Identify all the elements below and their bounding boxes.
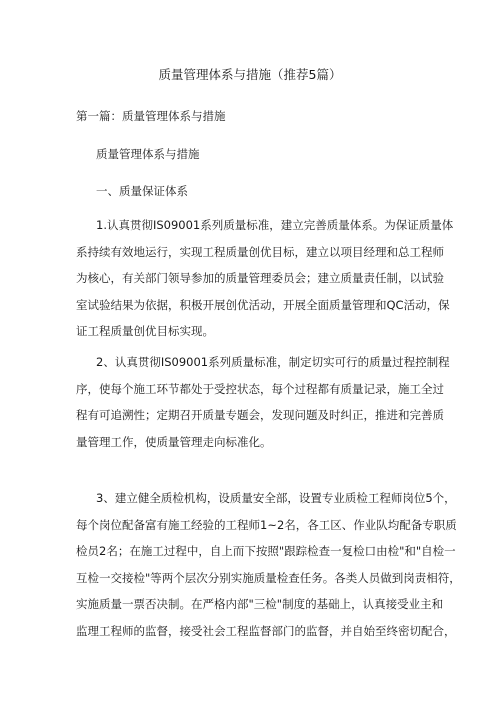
paragraph-line: 为核心，有关部门领导参加的质量管理委员会；建立质量责任制，以试验 — [76, 271, 444, 286]
paragraph — [76, 212, 454, 345]
paragraph-line: 2、认真贯彻IS09001系列质量标准，制定切实可行的质量过程控制程 — [96, 355, 450, 369]
paragraph-line: 监理工程师的监督，接受社会工程监督部门的监督，并自始至终密切配合， — [76, 623, 456, 638]
document-title: 质量管理体系与措施（推荐5篇） — [158, 67, 342, 82]
paragraph-line: 证工程质量创优目标实现。 — [76, 324, 214, 339]
paragraph-line: 室试验结果为依据，积极开展创优活动，开展全面质量管理和QC活动，保 — [76, 297, 450, 312]
paragraph-line: 程有可追溯性；定期召开质量专题会，发现问题及时纠正，推进和完善质 — [76, 408, 444, 423]
paragraph-line: 量管理工作，使质量管理走向标准化。 — [76, 434, 272, 449]
paragraph-line: 系持续有效地运行，实现工程质量创优目标，建立以项目经理和总工程师 — [76, 244, 444, 259]
paragraph — [76, 349, 450, 455]
paragraph-line: 每个岗位配备富有施工经验的工程师1~2名，各工区、作业队均配备专职质 — [76, 517, 457, 532]
sub-heading: 质量管理体系与措施 — [96, 147, 200, 161]
section-heading: 第一篇：质量管理体系与措施 — [76, 109, 226, 123]
paragraph-line: 序，使每个施工环节都处于受控状态，每个过程都有质量记录，施工全过 — [76, 381, 444, 396]
paragraph — [76, 485, 461, 645]
paragraph-line: 3、建立健全质检机构，设质量安全部，设置专业质检工程师岗位5个， — [96, 491, 456, 505]
list-heading: 一、质量保证体系 — [96, 184, 188, 198]
paragraph-line: 1.认真贯彻IS09001系列质量标准，建立完善质量体系。为保证质量体 — [96, 218, 454, 232]
paragraph-line: 互检一交接检"等两个层次分别实施质量检查任务。各类人员做到岗责相符， — [76, 570, 461, 585]
paragraph-line: 实施质量一票否决制。在严格内部"三检"制度的基础上，认真接受业主和 — [76, 597, 444, 612]
paragraph-line: 检员2名；在施工过程中，自上而下按照"跟踪检查一复检口由检"和"自检一 — [76, 544, 456, 559]
